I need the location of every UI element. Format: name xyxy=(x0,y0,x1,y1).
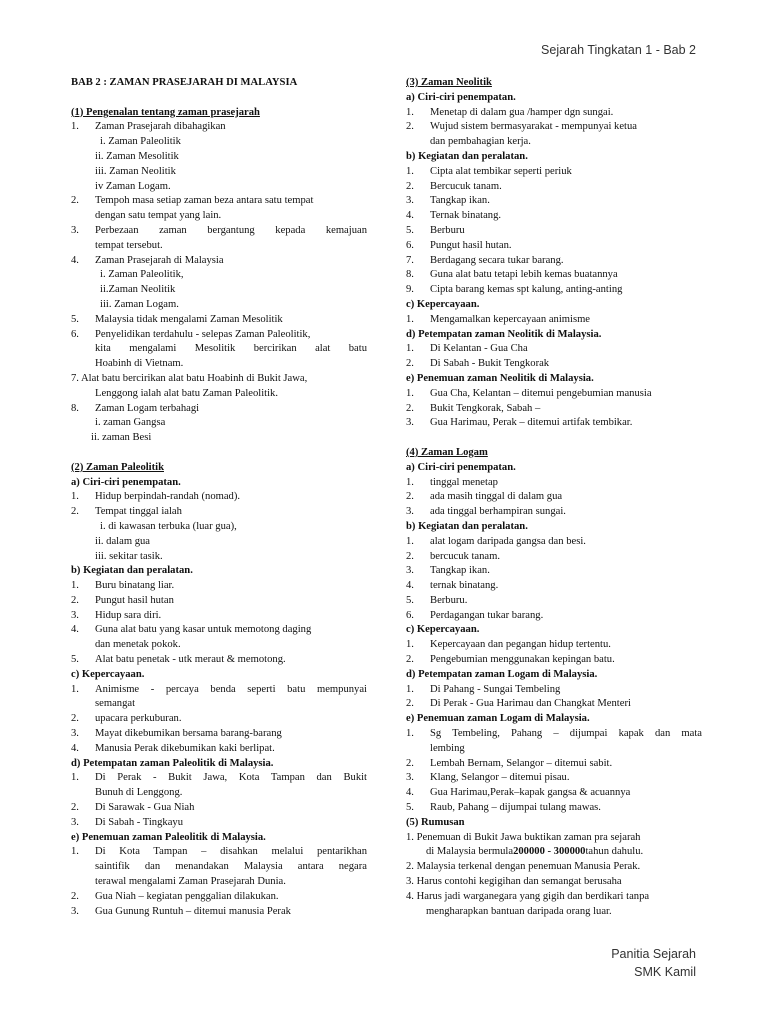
subsection-heading: a) Ciri-ciri penempatan. xyxy=(406,461,516,473)
list-item: 2. Di Sabah - Bukit Tengkorak xyxy=(406,358,550,370)
list-item: 2. Pungut hasil hutan xyxy=(71,594,174,606)
list-item: 3. Di Sabah - Tingkayu xyxy=(71,816,183,828)
subsection-heading: b) Kegiatan dan peralatan. xyxy=(406,150,528,162)
right-column xyxy=(406,76,702,919)
subsection-heading: c) Kepercayaan. xyxy=(71,668,145,680)
section-4-heading: (4) Zaman Logam xyxy=(406,446,488,458)
list-item: 1. Sg Tembeling, Pahang – dijumpai kapak dan mata xyxy=(406,728,702,740)
list-item: dan menetak pokok. xyxy=(95,639,181,651)
list-item: 4. Guna alat batu yang kasar untuk memotong daging xyxy=(71,624,312,636)
list-item: 1. Cipta alat tembikar seperti periuk xyxy=(406,165,572,177)
subsection-heading: a) Ciri-ciri penempatan. xyxy=(71,476,181,488)
list-item: ii. dalam gua xyxy=(95,535,151,547)
section-3-heading: (3) Zaman Neolitik xyxy=(406,77,492,88)
list-item: dan pembahagian kerja. xyxy=(430,136,531,148)
list-item: 5. Berburu xyxy=(406,224,465,236)
list-item: di Malaysia bermula 200000 - 300000 tahun dahulu. xyxy=(426,846,644,858)
list-item: 1. Mengamalkan kepercayaan animisme xyxy=(406,313,591,325)
list-item: 1. tinggal menetap xyxy=(406,476,498,488)
section-2-heading: (2) Zaman Paleolitik xyxy=(71,461,164,473)
list-item: 3. Harus contohi kegigihan dan semangat berusaha xyxy=(406,876,622,888)
subsection-heading: e) Penemuan zaman Paleolitik di Malaysia. xyxy=(71,831,266,843)
list-item: i. Zaman Paleolitik xyxy=(100,136,181,148)
list-item: 3. Tangkap ikan. xyxy=(406,195,490,207)
list-item: lembing xyxy=(430,742,465,754)
list-item: dengan satu tempat yang lain. xyxy=(95,210,222,222)
list-item: 1. Di Kelantan - Gua Cha xyxy=(406,343,528,355)
page-header: Sejarah Tingkatan 1 - Bab 2 xyxy=(541,43,696,57)
list-item: 2. upacara perkuburan. xyxy=(71,713,182,725)
list-item: 1. Animisme - percaya benda seperti batu mempunyai xyxy=(71,683,367,695)
list-item: 1. Buru binatang liar. xyxy=(71,580,175,592)
footer-line: SMK Kamil xyxy=(634,965,696,979)
page-footer xyxy=(611,945,696,981)
list-item: 8. Guna alat batu tetapi lebih kemas buatannya xyxy=(406,269,618,281)
list-item: 1. Menetap di dalam gua /hamper dgn sungai. xyxy=(406,106,614,118)
subsection-heading: c) Kepercayaan. xyxy=(406,624,480,636)
list-item: 6. Penyelidikan terdahulu - selepas Zaman Paleolitik, xyxy=(71,328,311,340)
list-item: 3. ada tinggal berhampiran sungai. xyxy=(406,506,566,518)
list-item: ii. Zaman Mesolitik xyxy=(95,150,179,162)
list-item: 2. Bukit Tengkorak, Sabah – xyxy=(406,402,541,414)
list-item: 4. Ternak binatang. xyxy=(406,210,502,222)
list-item: kita mengalami Mesolitik bercirikan alat batu xyxy=(95,343,367,355)
list-item: 2. Lembah Bernam, Selangor – ditemui sabit. xyxy=(406,757,613,769)
list-item: 5. Alat batu penetak - utk meraut & memotong. xyxy=(71,654,286,666)
list-item: 2. Tempoh masa setiap zaman beza antara satu tempat xyxy=(71,195,314,207)
list-item: Lenggong ialah alat batu Zaman Paleolitik. xyxy=(95,387,278,399)
list-item: 1. Di Pahang - Sungai Tembeling xyxy=(406,683,561,695)
list-item: ii. zaman Besi xyxy=(91,432,152,444)
list-item: iii. sekitar tasik. xyxy=(95,550,163,562)
list-item: 2. Pengebumian menggunakan kepingan batu. xyxy=(406,654,615,666)
subsection-heading: c) Kepercayaan. xyxy=(406,298,480,310)
subsection-heading: d) Petempatan zaman Logam di Malaysia. xyxy=(406,668,598,680)
list-item: 6. Pungut hasil hutan. xyxy=(406,239,512,251)
list-item: tempat tersebut. xyxy=(95,239,163,251)
subsection-heading: a) Ciri-ciri penempatan. xyxy=(406,91,516,103)
list-item: 2. ada masih tinggal di dalam gua xyxy=(406,491,563,503)
list-item: 1. Kepercayaan dan pegangan hidup tertentu. xyxy=(406,639,611,651)
list-item: 2. bercucuk tanam. xyxy=(406,550,501,562)
list-item: 9. Cipta barang kemas spt kalung, anting-anting xyxy=(406,284,623,296)
list-item: saintifik dan menandakan Malaysia antara negara xyxy=(95,861,367,873)
list-item: 7. Berdagang secara tukar barang. xyxy=(406,254,564,266)
list-item: 5. Berburu. xyxy=(406,594,468,606)
list-item: 4. ternak binatang. xyxy=(406,580,499,592)
list-item: 1. Hidup berpindah-randah (nomad). xyxy=(71,491,241,503)
list-item: terawal mengalami Zaman Prasejarah Dunia. xyxy=(95,876,286,888)
subsection-heading: e) Penemuan zaman Logam di Malaysia. xyxy=(406,713,590,725)
list-item: 2. Malaysia terkenal dengan penemuan Manusia Perak. xyxy=(406,861,641,873)
list-item: iii. Zaman Neolitik xyxy=(95,165,176,177)
list-item: 3. Klang, Selangor – ditemui pisau. xyxy=(406,772,570,784)
list-item: 2. Tempat tinggal ialah xyxy=(71,506,182,518)
subsection-heading: b) Kegiatan dan peralatan. xyxy=(71,565,193,577)
subsection-heading: b) Kegiatan dan peralatan. xyxy=(406,520,528,532)
list-item: 1. alat logam daripada gangsa dan besi. xyxy=(406,535,586,547)
list-item: 3. Mayat dikebumikan bersama barang-barang xyxy=(71,728,282,740)
list-item: 2. Di Sarawak - Gua Niah xyxy=(71,802,195,814)
list-item: 1. Di Kota Tampan – disahkan melalui pentarikhan xyxy=(71,846,367,858)
list-item: i. Zaman Paleolitik, xyxy=(100,269,184,281)
subsection-heading: d) Petempatan zaman Neolitik di Malaysia. xyxy=(406,328,602,340)
list-item: 4. Zaman Prasejarah di Malaysia xyxy=(71,254,224,266)
list-item: 4. Manusia Perak dikebumikan kaki berlipat. xyxy=(71,742,275,754)
list-item: 3. Tangkap ikan. xyxy=(406,565,490,577)
section-5-heading: (5) Rumusan xyxy=(406,816,465,828)
list-item: 1. Gua Cha, Kelantan – ditemui pengebumian manusia xyxy=(406,387,652,399)
list-item: 1. Zaman Prasejarah dibahagikan xyxy=(71,121,226,133)
chapter-title: BAB 2 : ZAMAN PRASEJARAH DI MALAYSIA xyxy=(71,77,298,88)
list-item: 4. Gua Harimau,Perak–kapak gangsa & acuannya xyxy=(406,787,631,799)
list-item: iv Zaman Logam. xyxy=(95,180,171,192)
list-item: 2. Di Perak - Gua Harimau dan Changkat Menteri xyxy=(406,698,631,710)
list-item: 7. Alat batu bercirikan alat batu Hoabinh di Bukit Jawa, xyxy=(71,372,308,384)
list-item: 3. Perbezaan zaman bergantung kepada kemajuan xyxy=(71,224,367,236)
subsection-heading: d) Petempatan zaman Paleolitik di Malaysia. xyxy=(71,757,274,769)
list-item: 3. Gua Harimau, Perak – ditemui artifak tembikar. xyxy=(406,417,633,429)
list-item: 5. Malaysia tidak mengalami Zaman Mesolitik xyxy=(71,313,283,325)
section-1-heading: (1) Pengenalan tentang zaman prasejarah xyxy=(71,106,260,118)
list-item: iii. Zaman Logam. xyxy=(100,298,179,310)
list-item: 3. Gua Gunung Runtuh – ditemui manusia Perak xyxy=(71,905,291,917)
list-item: Hoabinh di Vietnam. xyxy=(95,358,184,370)
list-item: 1. Penemuan di Bukit Jawa buktikan zaman pra sejarah xyxy=(406,831,641,843)
list-item: 2. Bercucuk tanam. xyxy=(406,180,502,192)
list-item: semangat xyxy=(95,698,136,710)
footer-line: Panitia Sejarah xyxy=(611,947,696,961)
list-item: 5. Raub, Pahang – dijumpai tulang mawas. xyxy=(406,802,601,814)
list-item: 1. Di Perak - Bukit Jawa, Kota Tampan dan Bukit xyxy=(71,772,367,784)
list-item: i. di kawasan terbuka (luar gua), xyxy=(100,520,237,532)
list-item: Bunuh di Lenggong. xyxy=(95,787,183,799)
list-item: ii.Zaman Neolitik xyxy=(100,284,176,296)
list-item: 8. Zaman Logam terbahagi xyxy=(71,402,200,414)
list-item: 2. Gua Niah – kegiatan penggalian dilakukan. xyxy=(71,890,279,902)
list-item: mengharapkan bantuan daripada orang luar. xyxy=(426,905,612,917)
subsection-heading: e) Penemuan zaman Neolitik di Malaysia. xyxy=(406,372,594,384)
left-column xyxy=(71,76,367,919)
list-item: i. zaman Gangsa xyxy=(95,417,166,429)
list-item: 3. Hidup sara diri. xyxy=(71,609,162,621)
list-item: 6. Perdagangan tukar barang. xyxy=(406,609,544,621)
list-item: 4. Harus jadi warganegara yang gigih dan berdikari tanpa xyxy=(406,890,650,902)
list-item: 2. Wujud sistem bermasyarakat - mempunyai ketua xyxy=(406,121,637,133)
